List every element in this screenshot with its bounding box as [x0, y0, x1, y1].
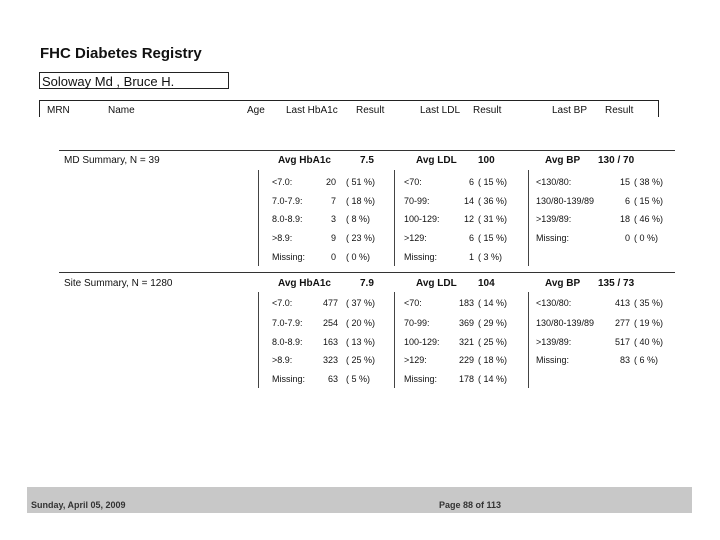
- table-row-label: Missing:: [272, 252, 306, 262]
- table-row-label: 100-129:: [404, 214, 440, 224]
- table-row-count: 477: [322, 298, 338, 308]
- table-row-label: <130/80:: [536, 177, 572, 187]
- md-avg-ldl-label: Avg LDL: [416, 155, 457, 166]
- table-row-pct: ( 23 %): [346, 233, 376, 243]
- site-left-divider: [258, 292, 259, 388]
- md-mid-divider-1: [394, 170, 395, 266]
- footer-date: Sunday, April 05, 2009: [31, 500, 126, 510]
- table-row-count: 413: [614, 298, 630, 308]
- md-avg-hba1c-label: Avg HbA1c: [278, 155, 331, 166]
- table-row-pct: ( 0 %): [634, 233, 659, 243]
- table-row-pct: ( 51 %): [346, 177, 376, 187]
- md-left-divider: [258, 170, 259, 266]
- table-row-label: 100-129:: [404, 337, 440, 347]
- page-footer: [27, 487, 692, 513]
- table-row-label: >139/89:: [536, 214, 572, 224]
- site-mid-divider-1: [394, 292, 395, 388]
- table-row-pct: ( 37 %): [346, 298, 376, 308]
- table-row-label: <7.0:: [272, 177, 293, 187]
- table-row-pct: ( 5 %): [346, 374, 371, 384]
- table-row-label: 7.0-7.9:: [272, 196, 303, 206]
- site-avg-bp-value: 135 / 73: [598, 278, 635, 289]
- table-row-label: <70:: [404, 298, 422, 308]
- table-row-count: 3: [330, 214, 336, 224]
- table-row-count: 18: [619, 214, 630, 224]
- table-row-count: 369: [458, 318, 474, 328]
- col-last-hba1c: Last HbA1c: [286, 105, 338, 116]
- table-row-pct: ( 20 %): [346, 318, 376, 328]
- table-row-label: 70-99:: [404, 318, 430, 328]
- site-mid-divider-2: [528, 292, 529, 388]
- table-row-count: 1: [468, 252, 474, 262]
- md-avg-bp-label: Avg BP: [545, 155, 581, 166]
- col-name: Name: [108, 105, 135, 116]
- col-mrn: MRN: [47, 105, 70, 116]
- table-row-pct: ( 8 %): [346, 214, 371, 224]
- table-row-count: 183: [458, 298, 474, 308]
- md-mid-divider-2: [528, 170, 529, 266]
- column-header-left-tick: [39, 100, 40, 117]
- table-row-count: 254: [322, 318, 338, 328]
- md-avg-bp-value: 130 / 70: [598, 155, 635, 166]
- md-avg-hba1c-value: 7.5: [360, 155, 374, 166]
- md-summary-title: MD Summary, N = 39: [64, 155, 160, 166]
- site-avg-hba1c-value: 7.9: [360, 278, 374, 289]
- table-row-label: <7.0:: [272, 298, 293, 308]
- table-row-pct: ( 14 %): [478, 374, 508, 384]
- col-age: Age: [247, 105, 265, 116]
- table-row-pct: ( 13 %): [346, 337, 376, 347]
- table-row-count: 0: [330, 252, 336, 262]
- table-row-label: Missing:: [404, 252, 438, 262]
- report-title: FHC Diabetes Registry: [40, 45, 202, 62]
- site-avg-ldl-value: 104: [478, 278, 495, 289]
- col-ldl-result: Result: [473, 105, 502, 116]
- column-header-rule: [39, 100, 659, 101]
- table-row-count: 323: [322, 355, 338, 365]
- table-row-pct: ( 14 %): [478, 298, 508, 308]
- table-row-count: 6: [468, 233, 474, 243]
- col-last-ldl: Last LDL: [420, 105, 461, 116]
- table-row-count: 15: [619, 177, 630, 187]
- table-row-count: 163: [322, 337, 338, 347]
- table-row-label: <130/80:: [536, 298, 572, 308]
- table-row-label: 8.0-8.9:: [272, 214, 303, 224]
- table-row-pct: ( 3 %): [478, 252, 503, 262]
- table-row-label: 130/80-139/89: [536, 318, 595, 328]
- table-row-pct: ( 6 %): [634, 355, 659, 365]
- table-row-pct: ( 46 %): [634, 214, 664, 224]
- column-header-right-tick: [658, 100, 659, 117]
- table-row-pct: ( 15 %): [478, 177, 508, 187]
- table-row-count: 178: [458, 374, 474, 384]
- table-row-pct: ( 38 %): [634, 177, 664, 187]
- table-row-count: 14: [463, 196, 474, 206]
- table-row-label: 8.0-8.9:: [272, 337, 303, 347]
- table-row-count: 12: [463, 214, 474, 224]
- col-hba1c-result: Result: [356, 105, 385, 116]
- md-avg-ldl-value: 100: [478, 155, 495, 166]
- footer-page-number: Page 88 of 113: [439, 500, 502, 510]
- table-row-label: Missing:: [536, 355, 570, 365]
- col-bp-result: Result: [605, 105, 634, 116]
- site-summary-rule: [59, 272, 675, 273]
- table-row-pct: ( 29 %): [478, 318, 508, 328]
- table-row-pct: ( 0 %): [346, 252, 371, 262]
- table-row-label: <70:: [404, 177, 422, 187]
- site-avg-hba1c-label: Avg HbA1c: [278, 278, 331, 289]
- site-summary-title: Site Summary, N = 1280: [64, 278, 173, 289]
- table-row-label: Missing:: [404, 374, 438, 384]
- col-last-bp: Last BP: [552, 105, 588, 116]
- md-summary-rule: [59, 150, 675, 151]
- table-row-pct: ( 18 %): [478, 355, 508, 365]
- table-row-count: 63: [327, 374, 338, 384]
- table-row-count: 6: [468, 177, 474, 187]
- table-row-pct: ( 25 %): [346, 355, 376, 365]
- site-avg-ldl-label: Avg LDL: [416, 278, 457, 289]
- table-row-label: >129:: [404, 355, 427, 365]
- table-row-label: Missing:: [272, 374, 306, 384]
- table-row-count: 20: [325, 177, 336, 187]
- table-row-label: 70-99:: [404, 196, 430, 206]
- site-avg-bp-label: Avg BP: [545, 278, 581, 289]
- table-row-count: 277: [614, 318, 630, 328]
- provider-name: Soloway Md , Bruce H.: [39, 72, 229, 89]
- table-row-count: 83: [619, 355, 630, 365]
- table-row-pct: ( 35 %): [634, 298, 664, 308]
- table-row-label: >8.9:: [272, 355, 293, 365]
- table-row-count: 517: [614, 337, 630, 347]
- table-row-count: 229: [458, 355, 474, 365]
- table-row-label: 130/80-139/89: [536, 196, 595, 206]
- table-row-count: 7: [330, 196, 336, 206]
- table-row-label: >129:: [404, 233, 427, 243]
- table-row-pct: ( 15 %): [478, 233, 508, 243]
- table-row-pct: ( 36 %): [478, 196, 508, 206]
- table-row-pct: ( 15 %): [634, 196, 664, 206]
- table-row-count: 321: [458, 337, 474, 347]
- table-row-label: 7.0-7.9:: [272, 318, 303, 328]
- table-row-label: Missing:: [536, 233, 570, 243]
- table-row-pct: ( 19 %): [634, 318, 664, 328]
- table-row-label: >139/89:: [536, 337, 572, 347]
- table-row-pct: ( 18 %): [346, 196, 376, 206]
- table-row-label: >8.9:: [272, 233, 293, 243]
- table-row-pct: ( 31 %): [478, 214, 508, 224]
- table-row-count: 9: [330, 233, 336, 243]
- table-row-count: 6: [624, 196, 630, 206]
- table-row-pct: ( 40 %): [634, 337, 664, 347]
- table-row-pct: ( 25 %): [478, 337, 508, 347]
- table-row-count: 0: [624, 233, 630, 243]
